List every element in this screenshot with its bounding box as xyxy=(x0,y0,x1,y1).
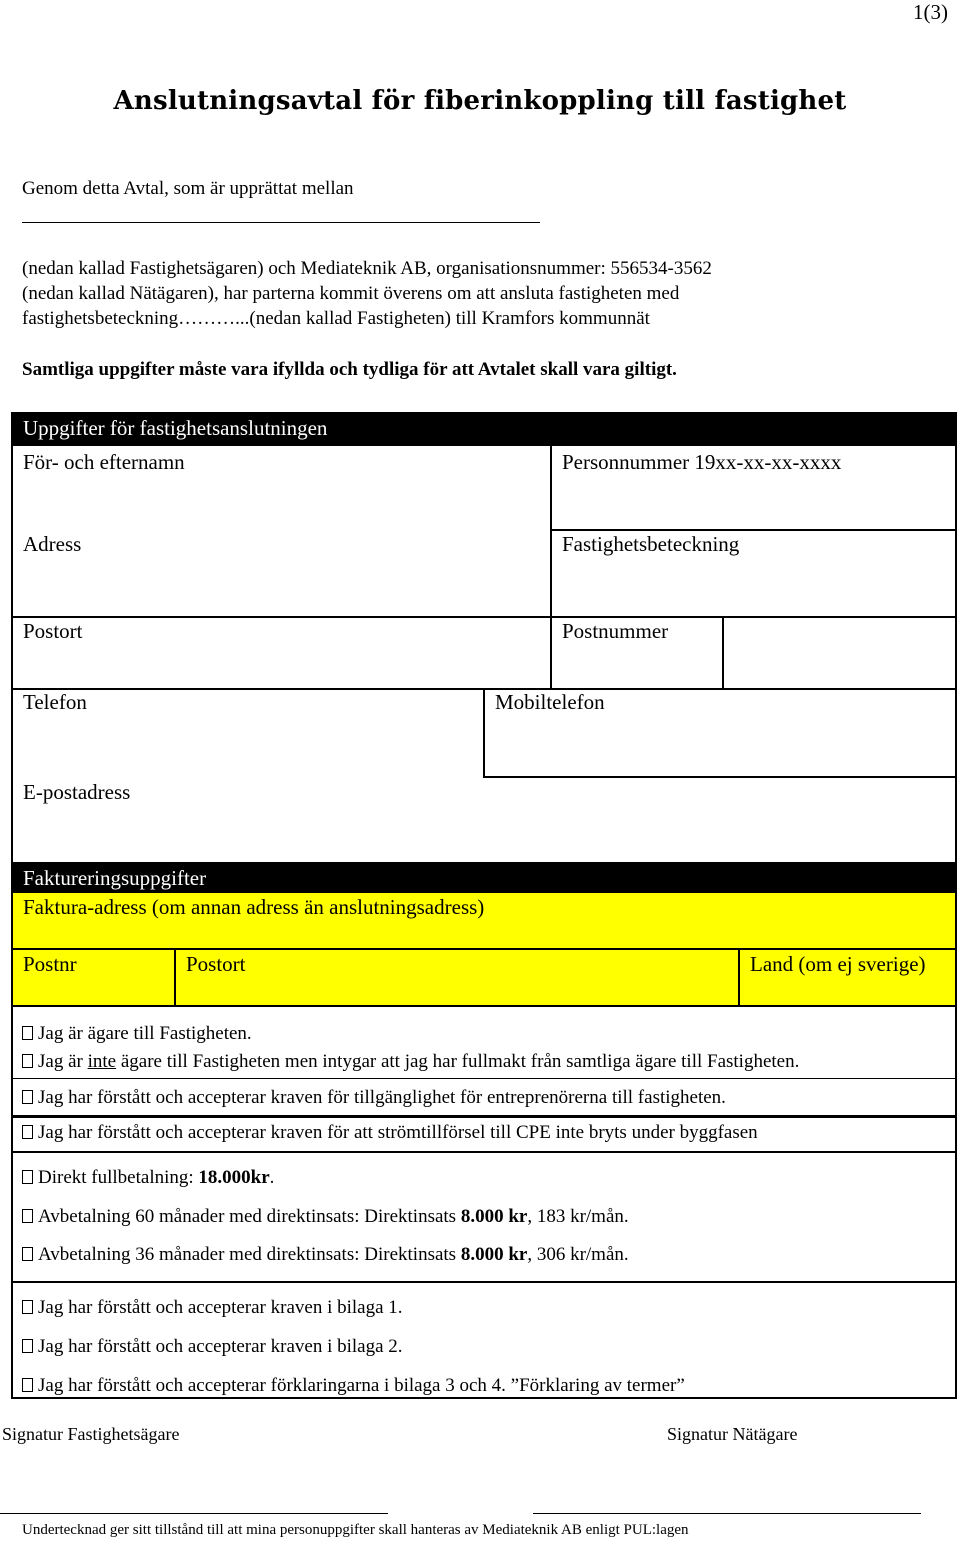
power-requirement-label: Jag har förstått och accepterar kraven för att strömtillförsel till CPE inte bryts under byggfasen xyxy=(38,1122,758,1143)
owner-checkbox[interactable] xyxy=(22,1026,33,1040)
owner-signature-label: Signatur Fastighetsägare xyxy=(2,1424,180,1444)
party-name-blank[interactable] xyxy=(22,222,540,223)
ownership-divider xyxy=(11,1078,957,1079)
bilaga2-label: Jag har förstått och accepterar kraven i bilaga 2. xyxy=(38,1336,403,1357)
billing-country-label: Land (om ej sverige) xyxy=(750,952,926,976)
payment-plan60-option[interactable] xyxy=(22,1205,629,1229)
zip-input-field[interactable] xyxy=(724,618,955,688)
personnummer-label: Personnummer 19xx-xx-xx-xxxx xyxy=(562,450,842,474)
intro-line-4: fastighetsbeteckning………...(nedan kallad Fastigheten) till Kramfors kommunnät xyxy=(22,308,650,329)
payment-direct-text: Direkt fullbetalning: xyxy=(38,1167,199,1188)
access-requirement-checkbox[interactable] xyxy=(22,1090,33,1104)
page-number: 1(3) xyxy=(913,0,948,24)
bilaga34-checkbox[interactable] xyxy=(22,1378,33,1392)
invoice-address-label: Faktura-adress (om annan adress än anslutningsadress) xyxy=(23,895,485,919)
phone-field[interactable] xyxy=(13,690,483,778)
payment-plan36-amount: 8.000 kr xyxy=(460,1244,528,1265)
personnummer-field[interactable] xyxy=(552,446,955,529)
payment-direct-post: . xyxy=(269,1167,275,1188)
payment-plan60-amount: 8.000 kr xyxy=(460,1206,528,1227)
not-owner-text-pre: Jag är xyxy=(38,1051,88,1072)
payment-plan36-option[interactable] xyxy=(22,1243,629,1267)
billing-zip-label: Postnr xyxy=(23,952,77,976)
payment-direct-option[interactable] xyxy=(22,1166,274,1190)
invoice-address-field[interactable] xyxy=(13,893,955,948)
bilaga1-option[interactable] xyxy=(22,1296,403,1320)
intro-line-1: Genom detta Avtal, som är upprättat mellan xyxy=(22,178,354,199)
not-owner-text-post: ägare till Fastigheten men intygar att jag har fullmakt från samtliga ägare till Fastigheten. xyxy=(116,1051,800,1072)
address-label: Adress xyxy=(23,532,82,556)
billing-section-header xyxy=(11,863,957,893)
gdpr-footer: Undertecknad ger sitt tillstånd till att mina personuppgifter skall hanteras av Mediateknik AB enligt PUL:lagen xyxy=(22,1522,689,1538)
property-designation-label: Fastighetsbeteckning xyxy=(562,532,740,556)
email-field[interactable] xyxy=(13,778,955,862)
mobile-label: Mobiltelefon xyxy=(495,690,605,714)
owner-signature-line[interactable] xyxy=(0,1513,388,1514)
billing-country-field[interactable] xyxy=(740,950,955,1005)
billing-city-field[interactable] xyxy=(176,950,738,1005)
bilaga34-option[interactable] xyxy=(22,1374,685,1398)
phone-label: Telefon xyxy=(23,690,87,714)
payment-plan60-checkbox[interactable] xyxy=(22,1209,33,1223)
city-label: Postort xyxy=(23,619,83,643)
payment-direct-amount: 18.000kr xyxy=(198,1167,270,1188)
connection-section-title: Uppgifter för fastighetsanslutningen xyxy=(23,416,328,440)
intro-line-2: (nedan kallad Fastighetsägaren) och Mediateknik AB, organisationsnummer: 556534-3562 xyxy=(22,258,712,279)
bilaga2-checkbox[interactable] xyxy=(22,1339,33,1353)
email-label: E-postadress xyxy=(23,780,131,804)
name-label: För- och efternamn xyxy=(23,450,185,474)
network-owner-signature-label: Signatur Nätägare xyxy=(667,1424,798,1444)
intro-line-3: (nedan kallad Nätägaren), har parterna kommit överens om att ansluta fastigheten med xyxy=(22,283,680,304)
payment-plan36-post: , 306 kr/mån. xyxy=(527,1244,629,1265)
bilaga1-checkbox[interactable] xyxy=(22,1300,33,1314)
access-requirement-option[interactable] xyxy=(22,1086,726,1110)
mobile-field[interactable] xyxy=(485,690,955,776)
payment-direct-checkbox[interactable] xyxy=(22,1170,33,1184)
billing-city-label: Postort xyxy=(186,952,246,976)
bilaga34-label: Jag har förstått och accepterar förklaringarna i bilaga 3 och 4. ”Förklaring av termer” xyxy=(38,1375,685,1396)
not-owner-text-emph: inte xyxy=(87,1051,117,1072)
owner-option[interactable] xyxy=(22,1022,252,1046)
power-requirement-option[interactable] xyxy=(22,1121,758,1145)
payment-plan60-post: , 183 kr/mån. xyxy=(527,1206,629,1227)
zip-field-label-cell xyxy=(552,618,722,688)
access-requirement-label: Jag har förstått och accepterar kraven för tillgänglighet för entreprenörerna till fastigheten. xyxy=(38,1087,726,1108)
owner-option-label: Jag är ägare till Fastigheten. xyxy=(38,1023,252,1044)
property-designation-field[interactable] xyxy=(552,531,955,616)
bilaga2-option[interactable] xyxy=(22,1335,403,1359)
city-field[interactable] xyxy=(13,618,550,688)
zip-label: Postnummer xyxy=(562,619,669,643)
not-owner-checkbox[interactable] xyxy=(22,1054,33,1068)
payment-plan36-checkbox[interactable] xyxy=(22,1247,33,1261)
bilaga1-label: Jag har förstått och accepterar kraven i bilaga 1. xyxy=(38,1297,403,1318)
payment-plan36-text: Avbetalning 36 månader med direktinsats: Direktinsats xyxy=(38,1244,461,1265)
address-field[interactable] xyxy=(13,530,550,616)
billing-zip-field[interactable] xyxy=(13,950,174,1005)
not-owner-option[interactable] xyxy=(22,1050,799,1074)
document-title: Anslutningsavtal för fiberinkoppling till fastighet xyxy=(113,86,847,116)
validity-notice: Samtliga uppgifter måste vara ifyllda och tydliga för att Avtalet skall vara giltigt. xyxy=(22,359,677,380)
payment-plan60-text: Avbetalning 60 månader med direktinsats: Direktinsats xyxy=(38,1206,461,1227)
network-owner-signature-line[interactable] xyxy=(533,1513,921,1514)
billing-section-title: Faktureringsuppgifter xyxy=(23,866,207,890)
power-requirement-checkbox[interactable] xyxy=(22,1125,33,1139)
